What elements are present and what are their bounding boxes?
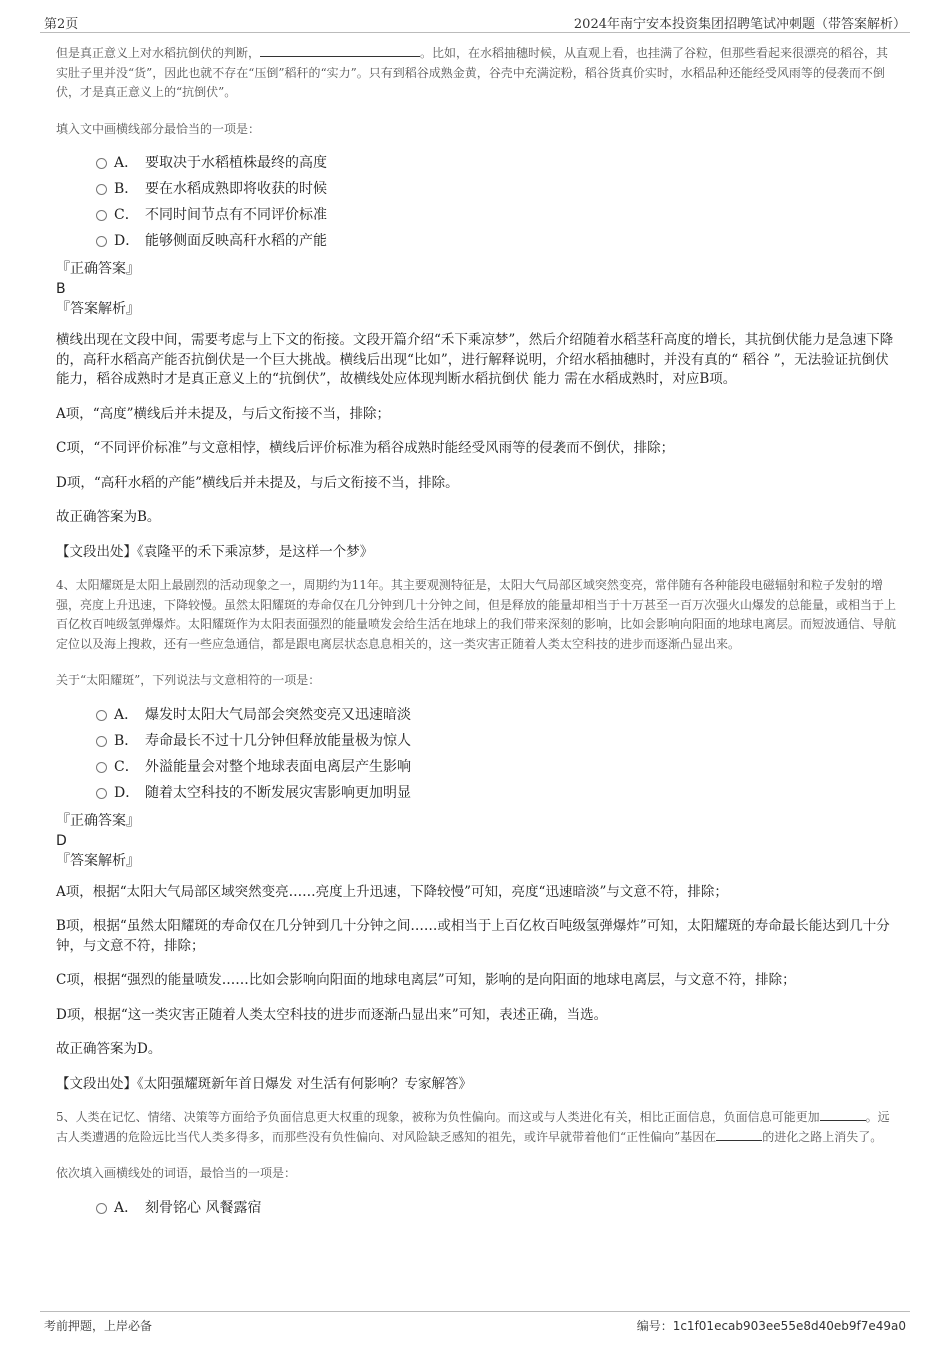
document-title: 2024年南宁安本投资集团招聘笔试冲刺题（带答案解析） xyxy=(573,17,906,32)
radio-icon[interactable] xyxy=(96,762,107,773)
radio-icon[interactable] xyxy=(96,236,107,247)
page-number: 第2页 xyxy=(44,17,79,32)
option-text: 寿命最长不过十几分钟但释放能量极为惊人 xyxy=(145,732,411,749)
option-text: 随着太空科技的不断发展灾害影响更加明显 xyxy=(145,784,411,801)
option-letter: C． xyxy=(114,758,139,775)
q3-passage xyxy=(56,44,896,103)
q4-option-b[interactable] xyxy=(56,728,896,754)
q4-option-d[interactable] xyxy=(56,780,896,806)
q5-passage-part3: 的进化之路上消失了。 xyxy=(762,1129,883,1144)
option-letter: A． xyxy=(114,155,139,171)
q4-analysis-a: A项，根据“太阳大气局部区域突然变亮……亮度上升迅速，下降较慢”可知，亮度“迅速暗淡”与文意不符，排除； xyxy=(56,883,728,900)
q3-conclusion: 故正确答案为B。 xyxy=(56,509,161,525)
radio-icon[interactable] xyxy=(96,788,107,799)
q4-answer: D xyxy=(56,832,67,849)
option-text: 不同时间节点有不同评价标准 xyxy=(145,207,327,223)
option-letter: A． xyxy=(114,706,139,723)
q3-analysis-c: C项，“不同评价标准”与文意相悖，横线后评价标准为稻谷成熟时能经受风雨等的侵袭而不倒伏，排除； xyxy=(56,440,675,456)
q5-blank-2 xyxy=(716,1128,762,1141)
footer-code-label: 编号： xyxy=(636,1319,673,1333)
option-letter: A． xyxy=(114,1199,139,1216)
option-text: 爆发时太阳大气局部会突然变亮又迅速暗淡 xyxy=(145,706,411,723)
radio-icon[interactable] xyxy=(96,1203,107,1214)
option-text: 能够侧面反映高秆水稻的产能 xyxy=(145,233,327,249)
q3-option-a[interactable] xyxy=(56,150,896,176)
q3-options xyxy=(56,150,896,254)
radio-icon[interactable] xyxy=(96,158,107,169)
q3-blank xyxy=(260,44,420,57)
page-header xyxy=(40,10,910,33)
q3-answer-label: 『正确答案』 xyxy=(56,261,140,277)
q3-passage-before: 但是真正意义上对水稻抗倒伏的判断， xyxy=(56,46,261,60)
option-letter: C． xyxy=(114,207,139,223)
q3-analysis-d: D项，“高秆水稻的产能”横线后并未提及，与后文衔接不当，排除。 xyxy=(56,474,459,491)
footer-code-value: 1c1f01ecab903ee55e8d40eb9f7e49a0 xyxy=(672,1319,906,1333)
q3-analysis-a: A项，“高度”横线后并未提及，与后文衔接不当，排除； xyxy=(56,405,391,422)
radio-icon[interactable] xyxy=(96,210,107,221)
q3-option-d[interactable] xyxy=(56,228,896,254)
q4-source: 【文段出处】《太阳强耀斑新年首日爆发 对生活有何影响？专家解答》 xyxy=(56,1075,473,1092)
page-content xyxy=(56,44,896,1221)
q4-prompt: 关于“太阳耀斑”，下列说法与文意相符的一项是： xyxy=(56,673,321,687)
option-letter: D． xyxy=(114,233,140,249)
q5-passage-part2: 。远古人类遭遇的危险远比当代人类多得多，而那些没有负性偏向、对风险缺乏感知的祖先，或许早就带着他们“正性偏向”基因在 xyxy=(56,1110,890,1144)
q4-analysis-b: B项，根据“虽然太阳耀斑的寿命仅在几分钟到几十分钟之间……或相当于上百亿枚百吨级氢弹爆炸”可知，太阳耀斑的寿命最长能达到几十分钟，与文意不符，排除； xyxy=(56,918,890,954)
option-letter: D． xyxy=(114,784,140,801)
option-text: 外溢能量会对整个地球表面电离层产生影响 xyxy=(145,758,411,775)
q3-option-c[interactable] xyxy=(56,202,896,228)
q4-option-a[interactable] xyxy=(56,702,896,728)
q3-analysis-label: 『答案解析』 xyxy=(56,301,140,317)
q4-conclusion: 故正确答案为D。 xyxy=(56,1041,162,1057)
q5-blank-1 xyxy=(820,1108,866,1121)
footer-slogan: 考前押题，上岸必备 xyxy=(44,1319,153,1333)
q4-option-c[interactable] xyxy=(56,754,896,780)
q3-prompt: 填入文中画横线部分最恰当的一项是： xyxy=(56,121,261,136)
option-text: 刻骨铭心 风餐露宿 xyxy=(145,1199,262,1216)
q4-analysis-d: D项，根据“这一类灾害正随着人类太空科技的进步而逐渐凸显出来”可知，表述正确，当选。 xyxy=(56,1006,608,1023)
q4-analysis-c: C项，根据“强烈的能量喷发……比如会影响向阳面的地球电离层”可知，影响的是向阳面的地球电离层，与文意不符，排除； xyxy=(56,972,796,988)
option-letter: B． xyxy=(114,181,139,197)
q3-answer: B xyxy=(56,281,66,297)
footer-code xyxy=(637,1317,906,1334)
q3-source: 【文段出处】《袁隆平的禾下乘凉梦，是这样一个梦》 xyxy=(56,543,374,560)
q4-analysis-label: 『答案解析』 xyxy=(56,852,140,869)
q3-passage-after: 。比如，在水稻抽穗时候，从直观上看，也挂满了谷粒，但那些看起来很漂亮的稻谷，其实肚子里并没“货”，因此也就不存在“压倒”稻秆的“实力”。只有到稻谷成熟金黄，谷壳中充满淀粉，稻谷货真价实时，水稻品种还能经受风雨等的侵袭而不倒伏，才是真正意义上的“抗倒伏”。 xyxy=(56,46,889,99)
radio-icon[interactable] xyxy=(96,710,107,721)
q5-option-a[interactable] xyxy=(56,1195,896,1221)
q5-prompt: 依次填入画横线处的词语，最恰当的一项是： xyxy=(56,1166,297,1180)
q4-answer-label: 『正确答案』 xyxy=(56,812,140,829)
radio-icon[interactable] xyxy=(96,184,107,195)
option-text: 要取决于水稻植株最终的高度 xyxy=(145,155,327,171)
q3-option-b[interactable] xyxy=(56,176,896,202)
q4-passage: 4、太阳耀斑是太阳上最剧烈的活动现象之一，周期约为11年。其主要观测特征是，太阳大气局部区域突然变亮，常伴随有各种能段电磁辐射和粒子发射的增强，亮度上升迅速，下降较慢。虽然太阳耀斑的寿命仅在几分钟到几十分钟之间，但是释放的能量却相当于十万甚至一百万次强火山爆发的总能量，或相当于上百亿枚百吨级氢弹爆炸。太阳耀斑作为太阳表面强烈的能量喷发会给生活在地球上的我们带来深刻的影响，比如会影响向阳面的地球电离层。而短波通信、导航定位以及海上搜救，还有一些应急通信，都是跟电离层状态息息相关的，这一类灾害正随着人类太空科技的进步而逐渐凸显出来。 xyxy=(56,578,897,651)
radio-icon[interactable] xyxy=(96,736,107,747)
q5-options xyxy=(56,1195,896,1221)
q5-passage-part1: 5、人类在记忆、情绪、决策等方面给予负面信息更大权重的现象，被称为负性偏向。而这或与人类进化有关，相比正面信息，负面信息可能更加 xyxy=(56,1110,820,1124)
q4-options xyxy=(56,702,896,806)
option-text: 要在水稻成熟即将收获的时候 xyxy=(145,181,327,197)
option-letter: B． xyxy=(114,732,139,749)
q5-passage xyxy=(56,1108,896,1147)
q3-analysis-main: 横线出现在文段中间，需要考虑与上下文的衔接。文段开篇介绍“禾下乘凉梦”，然后介绍随着水稻茎秆高度的增长，其抗倒伏能力是急速下降的，高秆水稻高产能否抗倒伏是一个巨大挑战。横线后出现“比如”，进行解释说明，介绍水稻抽穗时，并没有真的“ 稻谷 ”，无法验证抗倒伏能力，稻谷成熟时才是真正意义上的“抗倒伏”，故横线处应体现判断水稻抗倒伏 能力 需在水稻成熟时，对应B项。 xyxy=(56,332,894,387)
page-footer xyxy=(40,1311,910,1336)
